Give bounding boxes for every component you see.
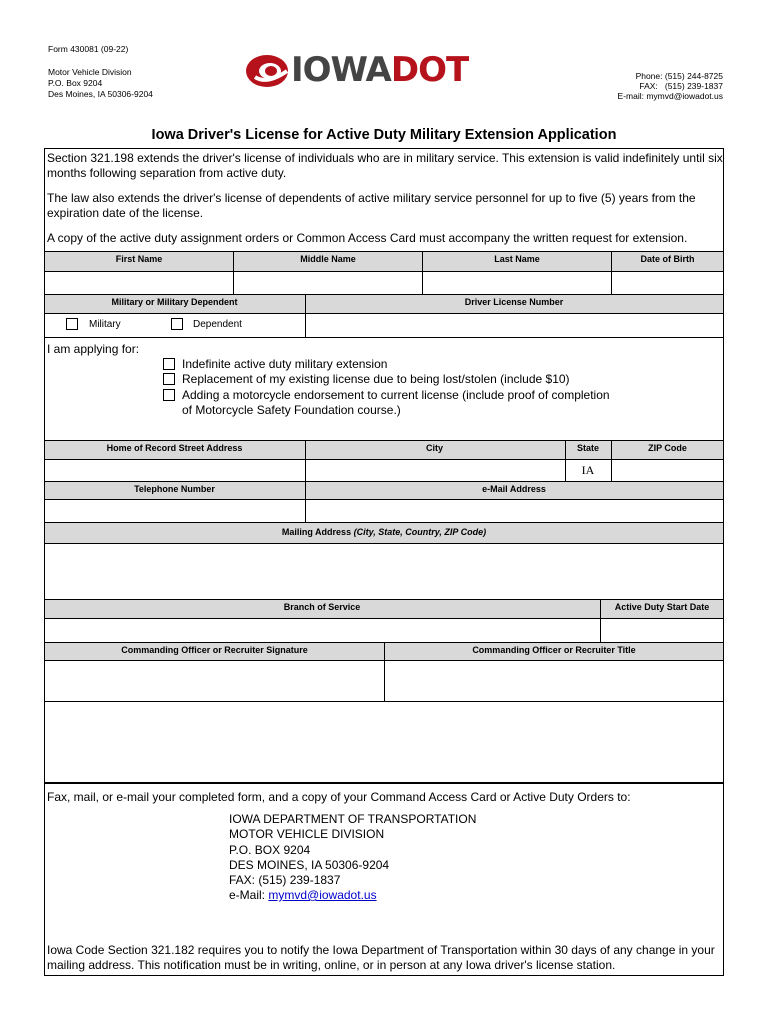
- agency-po-box: P.O. Box 9204: [48, 78, 103, 88]
- military-header-row: [45, 294, 723, 314]
- footer-email-line: e-Mail: mymvd@iowadot.us: [229, 888, 377, 902]
- city-label: City: [425, 443, 443, 453]
- military-status-label: Military or Military Dependent: [111, 297, 238, 307]
- military-checkbox[interactable]: [66, 318, 78, 330]
- agency-phone: Phone: (515) 244-8725: [635, 71, 723, 81]
- city-input[interactable]: [306, 461, 564, 480]
- officer-signature-input[interactable]: [46, 662, 383, 700]
- dependent-option-label: Dependent: [193, 319, 242, 330]
- agency-fax: FAX: (515) 239-1837: [639, 81, 723, 91]
- street-address-label: Home of Record Street Address: [106, 443, 243, 453]
- street-address-input[interactable]: [46, 461, 304, 480]
- active-duty-start-input[interactable]: [601, 620, 722, 641]
- logo-wordmark: IOWADOT: [291, 50, 469, 90]
- name-header-row: [45, 251, 723, 272]
- agency-city-state: Des Moines, IA 50306-9204: [48, 89, 153, 99]
- mailing-address-input[interactable]: [46, 545, 722, 598]
- footer-address-line-3: P.O. BOX 9204: [229, 843, 311, 857]
- intro-paragraph-1: Section 321.198 extends the driver's license of individuals who are in military service. This extension is valid indefinitely until six months following separation from active duty.: [47, 151, 723, 180]
- dob-label: Date of Birth: [640, 254, 695, 264]
- dl-number-input[interactable]: [306, 315, 722, 336]
- agency-email: E-mail: mymvd@iowadot.us: [617, 91, 723, 101]
- address-header-row: [45, 440, 723, 460]
- mailing-header-row: [45, 522, 723, 544]
- dob-input[interactable]: [612, 273, 722, 294]
- intro-paragraph-3: A copy of the active duty assignment orders or Common Access Card must accompany the written request for extension.: [47, 231, 688, 245]
- iowa-dot-swoosh-icon: [243, 51, 293, 91]
- last-name-input[interactable]: [423, 273, 610, 294]
- mailing-address-label: Mailing Address (City, State, Country, ZIP Code): [281, 527, 487, 537]
- zip-input[interactable]: [612, 461, 722, 480]
- state-input[interactable]: IA: [581, 463, 595, 477]
- military-option-label: Military: [89, 319, 121, 330]
- state-label: State: [576, 443, 599, 453]
- footer-instruction: Fax, mail, or e-mail your completed form, and a copy of your Command Access Card or Active Duty Orders to:: [47, 790, 631, 804]
- applying-for-label: I am applying for:: [47, 342, 140, 356]
- first-name-label: First Name: [115, 254, 163, 264]
- dl-number-label: Driver License Number: [464, 297, 564, 307]
- zip-label: ZIP Code: [648, 443, 687, 453]
- first-name-input[interactable]: [46, 273, 232, 294]
- email-input[interactable]: [306, 501, 722, 521]
- motorcycle-endorsement-label: Adding a motorcycle endorsement to current license (include proof of completion: [182, 388, 610, 402]
- dependent-checkbox[interactable]: [171, 318, 183, 330]
- last-name-label: Last Name: [494, 254, 540, 264]
- telephone-input[interactable]: [46, 501, 304, 521]
- telephone-label: Telephone Number: [134, 484, 215, 494]
- iowa-dot-logo: [243, 50, 483, 92]
- contact-header-row: [45, 481, 723, 500]
- agency-division: Motor Vehicle Division: [48, 67, 132, 77]
- form-title: Iowa Driver's License for Active Duty Military Extension Application: [151, 127, 617, 143]
- middle-name-label: Middle Name: [300, 254, 356, 264]
- motorcycle-endorsement-label-cont: of Motorcycle Safety Foundation course.): [182, 403, 401, 417]
- footer-address-line-2: MOTOR VEHICLE DIVISION: [229, 827, 385, 841]
- footer-email-link[interactable]: mymvd@iowadot.us: [268, 888, 377, 902]
- footer-fax: FAX: (515) 239-1837: [229, 873, 341, 887]
- middle-name-input[interactable]: [234, 273, 421, 294]
- indefinite-extension-label: Indefinite active duty military extension: [182, 357, 388, 371]
- service-header-row: [45, 599, 723, 619]
- indefinite-extension-checkbox[interactable]: [163, 358, 175, 370]
- email-label: e-Mail Address: [482, 484, 546, 494]
- active-duty-start-label: Active Duty Start Date: [614, 602, 710, 612]
- footer-notice: Iowa Code Section 321.182 requires you to notify the Iowa Department of Transportation within 30 days of any change in your mailing address. This notification must be in writing, online, or in person at any Iowa driver's license station.: [47, 943, 715, 972]
- officer-title-label: Commanding Officer or Recruiter Title: [472, 645, 636, 655]
- replacement-license-checkbox[interactable]: [163, 373, 175, 385]
- officer-signature-label: Commanding Officer or Recruiter Signature: [121, 645, 308, 655]
- branch-label: Branch of Service: [283, 602, 361, 612]
- footer-address-line-4: DES MOINES, IA 50306-9204: [229, 858, 390, 872]
- motorcycle-endorsement-checkbox[interactable]: [163, 389, 175, 401]
- form-number: Form 430081 (09-22): [48, 44, 129, 54]
- intro-paragraph-2: The law also extends the driver's license of dependents of active military service personnel for up to five (5) years from the expiration date of the license.: [47, 191, 696, 220]
- footer-address-line-1: IOWA DEPARTMENT OF TRANSPORTATION: [229, 812, 477, 826]
- replacement-license-label: Replacement of my existing license due to being lost/stolen (include $10): [182, 372, 570, 386]
- officer-title-input[interactable]: [385, 662, 722, 700]
- branch-input[interactable]: [46, 620, 599, 641]
